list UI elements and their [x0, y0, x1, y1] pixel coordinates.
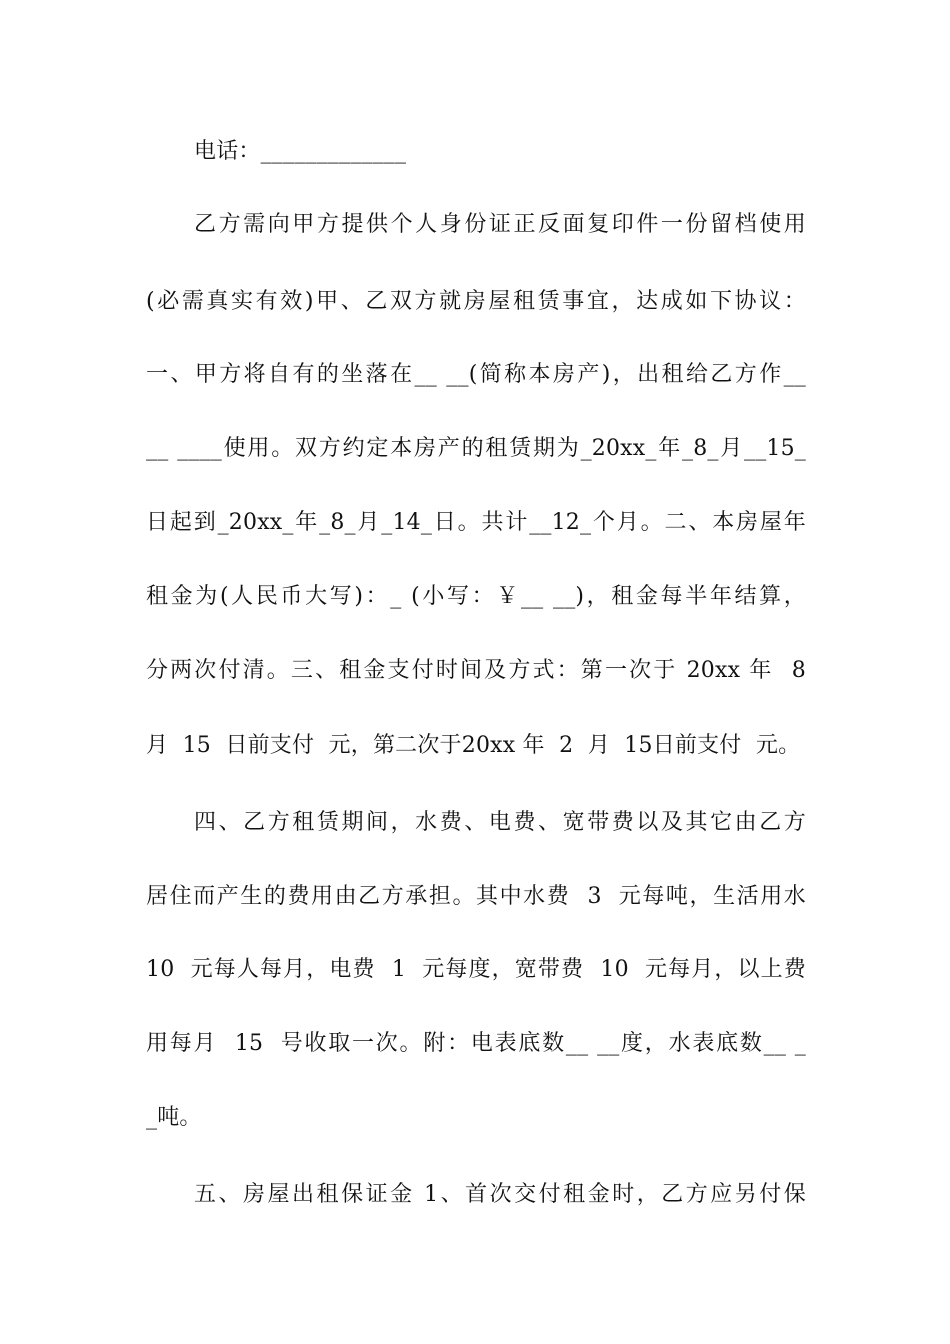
paragraph-line: (必需真实有效)甲、乙双方就房屋租赁事宜，达成如下协议：: [146, 289, 806, 314]
paragraph-line: 月 15 日前支付 元，第二次于20xx 年 2 月 15日前支付 元。: [146, 733, 801, 758]
paragraph-line: _吨。: [146, 1105, 202, 1130]
paragraph-line: 乙方需向甲方提供个人身份证正反面复印件一份留档使用: [194, 212, 806, 237]
paragraph-line: 日起到_20xx_年_8_月_14_日。共计__12_个月。二、本房屋年: [146, 510, 806, 535]
phone-line: 电话：_____________: [194, 139, 407, 164]
paragraph-line: __ ____使用。双方约定本房产的租赁期为_20xx_年_8_月__15_: [146, 436, 806, 461]
paragraph-line: 用每月 15 号收取一次。附：电表底数__ __度，水表底数__ _: [146, 1031, 806, 1056]
paragraph-line: 分两次付清。三、租金支付时间及方式：第一次于 20xx 年 8: [146, 658, 806, 683]
paragraph-line: 10 元每人每月，电费 1 元每度，宽带费 10 元每月，以上费: [146, 957, 806, 982]
paragraph-line: 四、乙方租赁期间，水费、电费、宽带费以及其它由乙方: [194, 810, 806, 835]
paragraph-line: 五、房屋出租保证金 1、首次交付租金时，乙方应另付保: [194, 1182, 806, 1207]
paragraph-line: 一、甲方将自有的坐落在__ __(简称本房产)，出租给乙方作__: [146, 362, 806, 387]
paragraph-line: 居住而产生的费用由乙方承担。其中水费 3 元每吨，生活用水: [146, 884, 806, 909]
paragraph-line: 租金为(人民币大写)：_ (小写：￥__ __)，租金每半年结算，: [146, 584, 806, 609]
